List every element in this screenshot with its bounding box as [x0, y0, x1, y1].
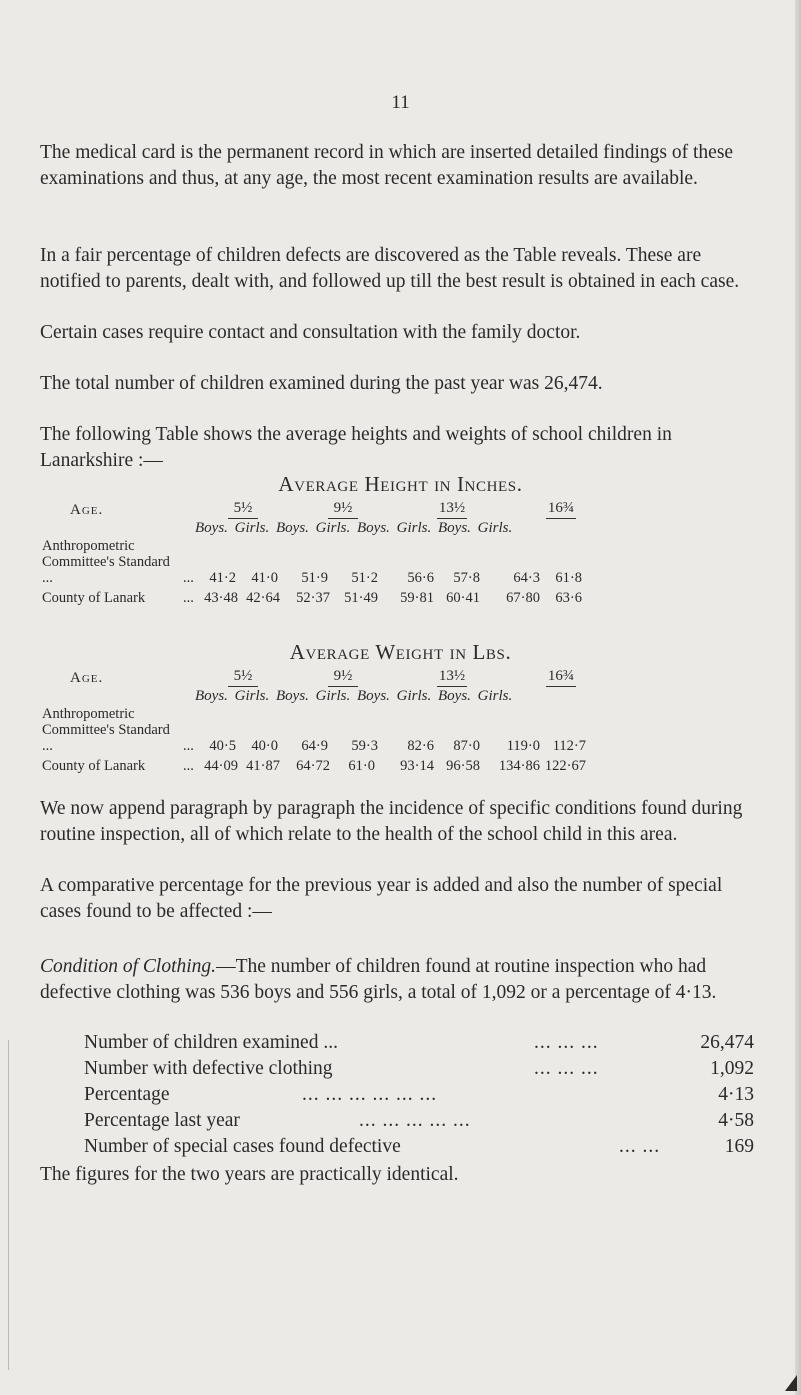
height-standard-v1: 41·2	[209, 570, 236, 586]
weight-lanark-v6: 96·58	[446, 758, 480, 774]
height-age-1: 5½	[213, 500, 273, 517]
weight-age-1: 5½	[213, 668, 273, 685]
weight-age-4: 16¾	[531, 668, 591, 685]
weight-standard-v5: 82·6	[407, 738, 434, 754]
clothing-defective-leader: ... ... ...	[534, 1058, 599, 1079]
height-row-standard-label: Anthropometric Committee's Standard ...	[42, 538, 170, 586]
list-item	[84, 1136, 754, 1162]
page-edge-shadow	[795, 0, 801, 1395]
clothing-special-label: Number of special cases found defective	[84, 1136, 401, 1157]
intro-paragraph-4: The total number of children examined during the past year was 26,474.	[40, 373, 603, 394]
height-age-3: 13½	[422, 500, 482, 517]
weight-lanark-v3: 64·72	[296, 758, 330, 774]
height-standard-v2: 41·0	[251, 570, 278, 586]
height-lanark-v5: 59·81	[400, 590, 434, 606]
height-lanark-v3: 52·37	[296, 590, 330, 606]
clothing-heading: Condition of Clothing.	[40, 956, 217, 977]
clothing-defective-value: 1,092	[710, 1058, 754, 1079]
clothing-special-value: 169	[724, 1136, 754, 1157]
height-standard-v3: 51·9	[301, 570, 328, 586]
intro-paragraph-2: In a fair percentage of children defects are discovered as the Table reveals. These are notified to parents, dealt with, and followed up till the best result is obtained in each case.	[40, 245, 740, 292]
weight-row-lanark-dots: ...	[183, 758, 194, 774]
list-item	[84, 1032, 754, 1058]
height-sex-header: Boys. Girls. Boys. Girls. Boys. Girls. Boys. Girls.	[195, 520, 513, 536]
height-row-standard-dots: ...	[183, 570, 194, 586]
append-paragraph-2: A comparative percentage for the previous year is added and also the number of special cases found to be affected :—	[40, 875, 723, 922]
clothing-closing: The figures for the two years are practically identical.	[40, 1164, 459, 1185]
clothing-percentage-label: Percentage	[84, 1084, 170, 1105]
height-standard-v5: 56·6	[407, 570, 434, 586]
height-lanark-v2: 42·64	[246, 590, 280, 606]
clothing-examined-value: 26,474	[700, 1032, 754, 1053]
weight-standard-v7: 119·0	[506, 738, 540, 754]
height-standard-v7: 64·3	[513, 570, 540, 586]
height-standard-v4: 51·2	[351, 570, 378, 586]
weight-age-2: 9½	[313, 668, 373, 685]
append-paragraph-1: We now append paragraph by paragraph the incidence of specific conditions found during routine inspection, all of which relate to the health of the school child in this area.	[40, 798, 743, 845]
height-lanark-v7: 67·80	[506, 590, 540, 606]
height-age-4: 16¾	[531, 500, 591, 517]
weight-lanark-v7: 134·86	[498, 758, 540, 774]
weight-row-standard-label: Anthropometric Committee's Standard ...	[42, 706, 170, 754]
height-row-lanark-label: County of Lanark	[42, 590, 146, 606]
height-age-label: Age.	[70, 502, 104, 518]
clothing-special-leader: ... ...	[619, 1136, 661, 1157]
height-standard-v8: 61·8	[555, 570, 582, 586]
weight-row-lanark-label: County of Lanark	[42, 758, 146, 774]
clothing-examined-leader: ... ... ...	[534, 1032, 599, 1053]
clothing-percentage-value: 4·13	[718, 1084, 754, 1105]
clothing-last-year-value: 4·58	[718, 1110, 754, 1131]
page-fold-line	[8, 1040, 9, 1370]
clothing-percentage-leader: ... ... ... ... ... ...	[302, 1084, 438, 1105]
weight-standard-v3: 64·9	[301, 738, 328, 754]
clothing-defective-label: Number with defective clothing	[84, 1058, 333, 1079]
weight-lanark-v5: 93·14	[400, 758, 434, 774]
weight-standard-v2: 40·0	[251, 738, 278, 754]
list-item	[84, 1084, 754, 1110]
weight-standard-v1: 40·5	[209, 738, 236, 754]
list-item	[84, 1110, 754, 1136]
weight-standard-v6: 87·0	[453, 738, 480, 754]
height-lanark-v6: 60·41	[446, 590, 480, 606]
list-item	[84, 1058, 754, 1084]
height-lanark-v8: 63·6	[555, 590, 582, 606]
weight-lanark-v2: 41·87	[246, 758, 280, 774]
weight-sex-header: Boys. Girls. Boys. Girls. Boys. Girls. Boys. Girls.	[195, 688, 513, 704]
height-row-lanark-dots: ...	[183, 590, 194, 606]
height-lanark-v4: 51·49	[344, 590, 378, 606]
height-table-title: Average Height in Inches.	[278, 472, 523, 496]
intro-paragraph-3: Certain cases require contact and consultation with the family doctor.	[40, 322, 581, 343]
clothing-examined-label: Number of children examined ...	[84, 1032, 338, 1053]
height-lanark-v1: 43·48	[204, 590, 238, 606]
weight-age-3: 13½	[422, 668, 482, 685]
height-age-2: 9½	[313, 500, 373, 517]
weight-standard-v4: 59·3	[351, 738, 378, 754]
weight-standard-v8: 112·7	[552, 738, 586, 754]
weight-age-label: Age.	[70, 670, 104, 686]
weight-row-standard-dots: ...	[183, 738, 194, 754]
clothing-last-year-leader: ... ... ... ... ...	[359, 1110, 471, 1131]
weight-lanark-v1: 44·09	[204, 758, 238, 774]
clothing-last-year-label: Percentage last year	[84, 1110, 240, 1131]
intro-paragraph-1: The medical card is the permanent record in which are inserted detailed findings of these examinations and thus, at any age, the most recent examination results are available.	[40, 142, 734, 189]
weight-lanark-v8: 122·67	[544, 758, 586, 774]
intro-paragraph-5: The following Table shows the average heights and weights of school children in Lanarkshire :—	[40, 424, 672, 471]
page-corner-mark	[785, 1375, 797, 1391]
clothing-paragraph	[40, 954, 760, 1005]
page-number: 11	[391, 92, 410, 113]
weight-lanark-v4: 61·0	[348, 758, 375, 774]
weight-table-title: Average Weight in Lbs.	[289, 640, 512, 664]
height-standard-v6: 57·8	[453, 570, 480, 586]
clothing-text: —The number of children found at routine inspection who had defective clothing was 536 boys and 556 girls, a total of 1,092 or a percentage of 4·13.	[40, 956, 717, 1003]
